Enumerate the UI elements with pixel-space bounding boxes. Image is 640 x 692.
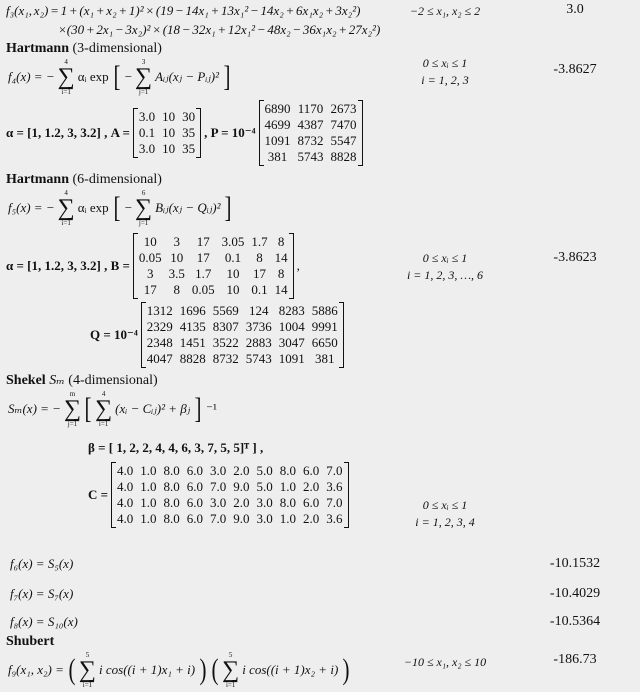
sum-limit: 6 (141, 189, 146, 197)
summation-sign (135, 189, 152, 227)
matrix-cell: 8 (277, 234, 285, 249)
matrix-cell: 3.0 (210, 495, 227, 510)
matrix-cell: 1312 (146, 303, 173, 318)
matrix-cell: 3736 (245, 319, 272, 334)
sum-limit: 5 (85, 651, 90, 659)
f3-formula-line1: f₃(x₁, x₂) = 1 + (x₁ + x₂ + 1)² × (19 − 14x₁ + 13x₁² − 14x₂ + 6x₁x₂ + 3x₂²) (6, 3, 361, 18)
matrix-cell: 3.6 (326, 511, 343, 526)
formula-term: (xᵢ − Cᵢⱼ)² + βⱼ (115, 401, 191, 416)
bracket: [ (113, 191, 121, 224)
matrix-cell: 0.1 (138, 125, 156, 140)
matrix-cell: 4135 (179, 319, 206, 334)
matrix-A (133, 108, 201, 158)
matrix-Q (141, 302, 344, 368)
matrix-cell: 2348 (146, 335, 173, 350)
sum-limit: i=1 (98, 420, 109, 428)
summation-sign (95, 390, 112, 428)
beta-vector: β = [ 1, 2, 2, 4, 4, 6, 3, 7, 5, 5]ᵀ ] , (88, 440, 264, 455)
matrix-cell: 7.0 (326, 495, 343, 510)
matrix-cell: 4387 (297, 117, 324, 132)
formula-term: − (124, 69, 133, 84)
f6-formula: f₆(x) = S₅(x) (10, 556, 74, 571)
matrix-cell: 8.0 (163, 479, 180, 494)
matrix-cell: 5.0 (256, 463, 273, 478)
sigma: ∑ (57, 64, 75, 90)
matrix-cell: 2.0 (303, 479, 320, 494)
matrix-cell: 1170 (297, 101, 324, 116)
matrix-cell: 0.1 (224, 250, 242, 265)
bracket: [ (113, 60, 121, 93)
P-label: , P = 10⁻⁴ (204, 125, 256, 140)
matrix-cell: 10 (162, 109, 176, 124)
heading-bold: Hartmann (6, 172, 69, 187)
formula-term: Aᵢⱼ(xⱼ − Pᵢⱼ)² (155, 69, 220, 84)
sum-limit: i=1 (61, 88, 71, 96)
formula-term: − (124, 200, 133, 215)
shubert-domain: −10 ≤ x₁, x₂ ≤ 10 (403, 655, 487, 669)
sum-limit: i=1 (61, 219, 71, 227)
matrix-cell: 1451 (179, 335, 206, 350)
matrix-cell: 4.0 (117, 479, 134, 494)
shekel-domain-1: 0 ≤ xᵢ ≤ 1 (422, 498, 468, 512)
matrix-cell: 381 (315, 351, 335, 366)
matrix-cell: 3.05 (221, 234, 245, 249)
matrix-cell: 5.0 (256, 479, 273, 494)
hartmann3-formula (6, 58, 233, 96)
formula-term: Bᵢⱼ(xⱼ − Qᵢⱼ)² (155, 200, 221, 215)
matrix-cell: 124 (249, 303, 269, 318)
shekel-domain-2: i = 1, 2, 3, 4 (415, 515, 475, 529)
matrix-cell: 30 (182, 109, 196, 124)
bracket: ] (224, 191, 232, 224)
matrix-cell: 8.0 (163, 463, 180, 478)
formula-term: i cos((i + 1)x₂ + i) (242, 662, 339, 677)
matrix-cell: 6.0 (186, 511, 204, 526)
bracket: ( (211, 653, 219, 686)
matrix-cell: 10 (226, 282, 240, 297)
matrix-cell: 4047 (146, 351, 173, 366)
matrix-cell: 8283 (278, 303, 305, 318)
heading-rest: (6-dimensional) (69, 172, 162, 187)
matrix-cell: 2.0 (303, 511, 320, 526)
sigma: ∑ (95, 396, 113, 422)
matrix-cell: 0.05 (191, 282, 215, 297)
shekel-heading (6, 373, 158, 389)
matrix-cell: 1091 (264, 133, 291, 148)
matrix-cell: 3.0 (210, 463, 227, 478)
matrix-P (259, 100, 363, 166)
sum-limit: i=1 (82, 681, 93, 689)
formula-term: αᵢ exp (77, 69, 109, 84)
B-suffix: , (296, 258, 300, 273)
matrix-cell: 2.0 (233, 463, 250, 478)
matrix-cell: 6.0 (303, 463, 320, 478)
hartmann3-params (6, 100, 366, 166)
matrix-cell: 3.0 (138, 141, 156, 156)
heading-symbol: Sₘ (45, 373, 65, 388)
matrix-cell: 14 (274, 250, 288, 265)
matrix-cell: 8.0 (163, 495, 180, 510)
matrix-cell: 2673 (330, 101, 357, 116)
bracket: ( (68, 653, 76, 686)
matrix-cell: 1.0 (279, 511, 297, 526)
matrix-cell: 8732 (297, 133, 324, 148)
hartmann3-domain-2: i = 1, 2, 3 (421, 73, 469, 87)
sum-limit: 5 (228, 651, 233, 659)
f3-formula-line2: ×(30 + 2x₁ − 3x₂)² × (18 − 32x₁ + 12x₁² − 48x₂ − 36x₁x₂ + 27x₂²) (58, 22, 381, 37)
matrix-cell: 3.0 (256, 511, 273, 526)
f7-minimum: -10.4029 (549, 586, 601, 601)
matrix-cell: 35 (182, 141, 196, 156)
matrix-cell: 5547 (330, 133, 357, 148)
matrix-cell: 1091 (278, 351, 305, 366)
heading-rest: (3-dimensional) (69, 41, 162, 56)
sum-limit: 3 (141, 58, 146, 66)
formula-term: ⁻¹ (206, 401, 217, 416)
alpha-vector: α = [1, 1.2, 3, 3.2] , A = (6, 125, 130, 140)
shekel-C (88, 462, 352, 528)
shubert-heading (6, 634, 54, 650)
sum-limit: i=1 (225, 681, 236, 689)
f3-minimum: 3.0 (566, 2, 584, 17)
matrix-cell: 1696 (179, 303, 206, 318)
matrix-cell: 5743 (245, 351, 272, 366)
f3-domain: −2 ≤ x₁, x₂ ≤ 2 (409, 4, 481, 18)
matrix-cell: 6.0 (186, 495, 204, 510)
matrix-cell: 8 (256, 250, 263, 265)
sigma: ∑ (78, 657, 97, 683)
matrix-cell: 1.0 (140, 511, 157, 526)
matrix-cell: 3 (147, 266, 154, 281)
hartmann6-heading (6, 172, 162, 188)
matrix-cell: 10 (162, 141, 176, 156)
matrix-cell: 8.0 (279, 495, 297, 510)
bracket: [ (84, 392, 92, 425)
summation-sign (58, 189, 75, 227)
matrix-cell: 1.0 (140, 463, 157, 478)
matrix-cell: 2883 (245, 335, 272, 350)
matrix-cell: 3.5 (168, 266, 185, 281)
sigma: ∑ (135, 64, 153, 90)
matrix-cell: 1.0 (140, 495, 157, 510)
matrix-cell: 9991 (311, 319, 338, 334)
sum-limit: j=1 (67, 420, 78, 428)
hartmann3-heading (6, 41, 162, 57)
hartmann6-domain-2: i = 1, 2, 3, …, 6 (406, 268, 484, 282)
matrix-cell: 8828 (179, 351, 206, 366)
alpha-vector: α = [1, 1.2, 3, 3.2] , B = (6, 258, 130, 273)
matrix-cell: 7.0 (210, 479, 227, 494)
heading-bold: Shekel (6, 373, 46, 388)
heading-rest: (4-dimensional) (64, 373, 158, 388)
matrix-cell: 10 (162, 125, 176, 140)
shubert-minimum: -186.73 (553, 652, 597, 667)
matrix-cell: 6.0 (186, 479, 204, 494)
matrix-cell: 17 (196, 250, 210, 265)
shubert-formula (6, 651, 352, 689)
formula-term: f₅(x) = − (8, 200, 55, 215)
shekel-formula (6, 390, 219, 428)
matrix-cell: 6890 (264, 101, 291, 116)
matrix-cell: 8828 (330, 149, 357, 164)
matrix-cell: 4.0 (117, 495, 134, 510)
hartmann6-domain-1: 0 ≤ xᵢ ≤ 1 (422, 251, 468, 265)
sum-limit: j=1 (138, 88, 149, 96)
matrix-cell: 3 (173, 234, 181, 249)
summation-sign (58, 58, 75, 96)
matrix-cell: 9.0 (233, 511, 250, 526)
matrix-cell: 7.0 (210, 511, 227, 526)
matrix-cell: 5886 (311, 303, 338, 318)
matrix-C (111, 462, 349, 528)
hartmann6-minimum: -3.8623 (553, 250, 597, 265)
summation-sign (222, 651, 239, 689)
matrix-cell: 8732 (212, 351, 239, 366)
matrix-cell: 5569 (212, 303, 239, 318)
Q-label: Q = 10⁻⁴ (90, 327, 138, 342)
f6-minimum: -10.1532 (549, 556, 601, 571)
matrix-cell: 7.0 (326, 463, 343, 478)
matrix-cell: 2329 (146, 319, 173, 334)
matrix-cell: 8.0 (163, 511, 180, 526)
matrix-cell: 6650 (311, 335, 338, 350)
formula-term: i cos((i + 1)x₁ + i) (99, 662, 196, 677)
matrix-cell: 1.7 (251, 234, 268, 249)
formula-term: f₉(x₁, x₂) = (8, 662, 64, 677)
formula-term: αᵢ exp (77, 200, 109, 215)
matrix-cell: 8.0 (279, 463, 297, 478)
matrix-cell: 0.05 (138, 250, 162, 265)
sigma: ∑ (57, 195, 75, 221)
matrix-cell: 6.0 (186, 463, 204, 478)
matrix-cell: 10 (170, 250, 184, 265)
summation-sign (135, 58, 152, 96)
matrix-cell: 1.0 (140, 479, 157, 494)
f7-formula: f₇(x) = S₇(x) (10, 586, 74, 601)
matrix-cell: 8 (173, 282, 181, 297)
matrix-cell: 3.0 (138, 109, 156, 124)
sigma: ∑ (135, 195, 153, 221)
matrix-cell: 10 (226, 266, 240, 281)
matrix-cell: 17 (196, 234, 210, 249)
hartmann3-minimum: -3.8627 (553, 62, 597, 77)
matrix-cell: 7470 (330, 117, 357, 132)
matrix-cell: 4699 (264, 117, 291, 132)
bracket: ) (342, 653, 350, 686)
matrix-cell: 3.6 (326, 479, 343, 494)
bracket: ) (199, 653, 207, 686)
matrix-cell: 1004 (278, 319, 305, 334)
heading-bold: Hartmann (6, 41, 69, 56)
matrix-cell: 8307 (212, 319, 239, 334)
hartmann6-Q (90, 302, 347, 368)
matrix-cell: 17 (253, 266, 267, 281)
hartmann3-domain-1: 0 ≤ xᵢ ≤ 1 (422, 56, 468, 70)
matrix-cell: 4.0 (117, 463, 134, 478)
matrix-cell: 10 (143, 234, 157, 249)
bracket: ] (194, 392, 202, 425)
matrix-cell: 4.0 (117, 511, 134, 526)
matrix-B (133, 233, 294, 299)
summation-sign (79, 651, 96, 689)
sum-limit: 4 (101, 390, 106, 398)
matrix-cell: 14 (274, 282, 288, 297)
f8-minimum: -10.5364 (549, 614, 601, 629)
hartmann6-params (6, 233, 300, 299)
matrix-cell: 5743 (297, 149, 324, 164)
matrix-cell: 17 (143, 282, 157, 297)
matrix-cell: 8 (277, 266, 285, 281)
sum-limit: 4 (64, 189, 68, 197)
matrix-cell: 2.0 (233, 495, 250, 510)
formula-term: Sₘ(x) = − (8, 401, 61, 416)
matrix-cell: 1.7 (195, 266, 212, 281)
sigma: ∑ (63, 396, 82, 422)
f8-formula: f₈(x) = S₁₀(x) (10, 614, 78, 629)
matrix-cell: 0.1 (251, 282, 268, 297)
matrix-cell: 6.0 (303, 495, 320, 510)
matrix-cell: 3522 (212, 335, 239, 350)
matrix-cell: 35 (182, 125, 196, 140)
summation-sign (64, 390, 81, 428)
formula-term: f₄(x) = − (8, 69, 55, 84)
hartmann6-formula (6, 189, 234, 227)
matrix-cell: 3.0 (256, 495, 273, 510)
matrix-cell: 9.0 (233, 479, 250, 494)
sum-limit: 4 (64, 58, 68, 66)
sigma: ∑ (222, 657, 240, 683)
matrix-cell: 381 (267, 149, 288, 164)
sum-limit: j=1 (138, 219, 149, 227)
bracket: ] (223, 60, 231, 93)
C-label: C = (88, 487, 109, 502)
heading-bold: Shubert (6, 634, 55, 649)
matrix-cell: 1.0 (279, 479, 297, 494)
matrix-cell: 3047 (278, 335, 305, 350)
sum-limit: m (69, 390, 76, 398)
